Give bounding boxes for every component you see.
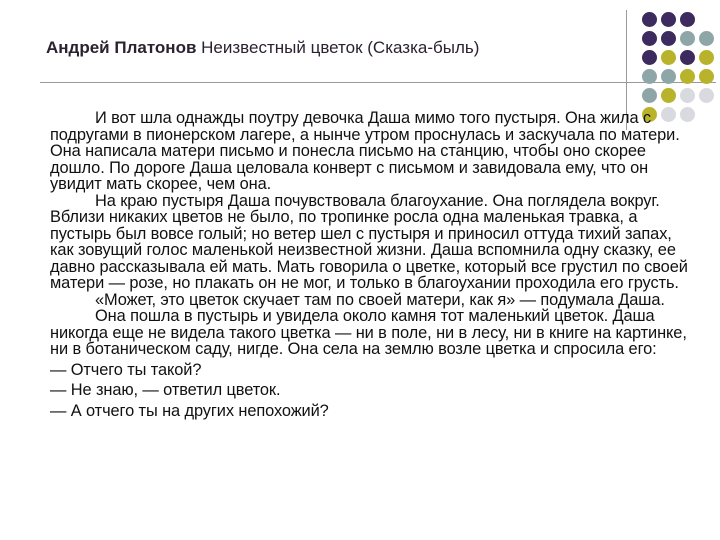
decor-dot [680, 69, 695, 84]
decor-dot [699, 31, 714, 46]
dialogue-line: — А отчего ты на других непохожий? [50, 401, 329, 420]
dialogue-line: — Отчего ты такой? [50, 360, 202, 379]
decor-dot [699, 69, 714, 84]
decor-horizontal-line [40, 82, 716, 83]
story-paragraph: Она пошла в пустырь и увидела около камня тот маленький цветок. Даша никогда еще не видела такого цветка — ни в поле, ни в лесу, ни в книге на картинке, ни в ботаническом саду, нигде. Она села на землю возле цветка и спросила его: [50, 307, 687, 358]
slide-title [46, 38, 479, 58]
decor-dot [642, 12, 657, 27]
decor-dot [661, 88, 676, 103]
decor-dot [680, 12, 695, 27]
dialogue-line: — Не знаю, — ответил цветок. [50, 381, 281, 399]
decor-dot [680, 88, 695, 103]
story-paragraph: И вот шла однажды поутру девочка Даша мимо того пустыря. Она жила с подругами в пионерском лагере, а нынче утром проснулась и заскучала по матери. Она написала матери письмо и понесла письмо на станцию, чтобы оно скорее дошло. По дороге Даша целовала конверт с письмом и завидовала ему, что он увидит мать скорее, чем она. [50, 109, 680, 193]
decor-dot [642, 88, 657, 103]
title-author: Андрей Платонов [46, 38, 197, 57]
story-text [50, 110, 690, 419]
decor-dot [661, 12, 676, 27]
decor-dot [642, 50, 657, 65]
decor-dot [680, 31, 695, 46]
decor-dot [661, 31, 676, 46]
decor-dot [699, 88, 714, 103]
decor-dot-grid [640, 12, 720, 122]
decor-dot [661, 50, 676, 65]
story-paragraph: На краю пустыря Даша почувствовала благоухание. Она поглядела вокруг. Вблизи никаких цветов не было, по тропинке росла одна маленькая травка, а пустырь был вовсе голый; но ветер шел с пустыря и приносил оттуда тихий запах, как зовущий голос маленькой неизвестной жизни. Даша вспомнила одну сказку, ее давно рассказывала ей мать. Мать говорила о цветке, который все грустил по своей матери — розе, но плакать он не мог, и только в благоухании проходила его грусть. [50, 191, 688, 292]
decor-dot [642, 31, 657, 46]
decor-dot [661, 69, 676, 84]
decor-dot [680, 50, 695, 65]
decor-dot [642, 69, 657, 84]
title-work: Неизвестный цветок (Сказка-быль) [201, 38, 480, 57]
story-paragraph: «Может, это цветок скучает там по своей матери, как я» — подумала Даша. [95, 290, 665, 309]
decor-dot [699, 50, 714, 65]
